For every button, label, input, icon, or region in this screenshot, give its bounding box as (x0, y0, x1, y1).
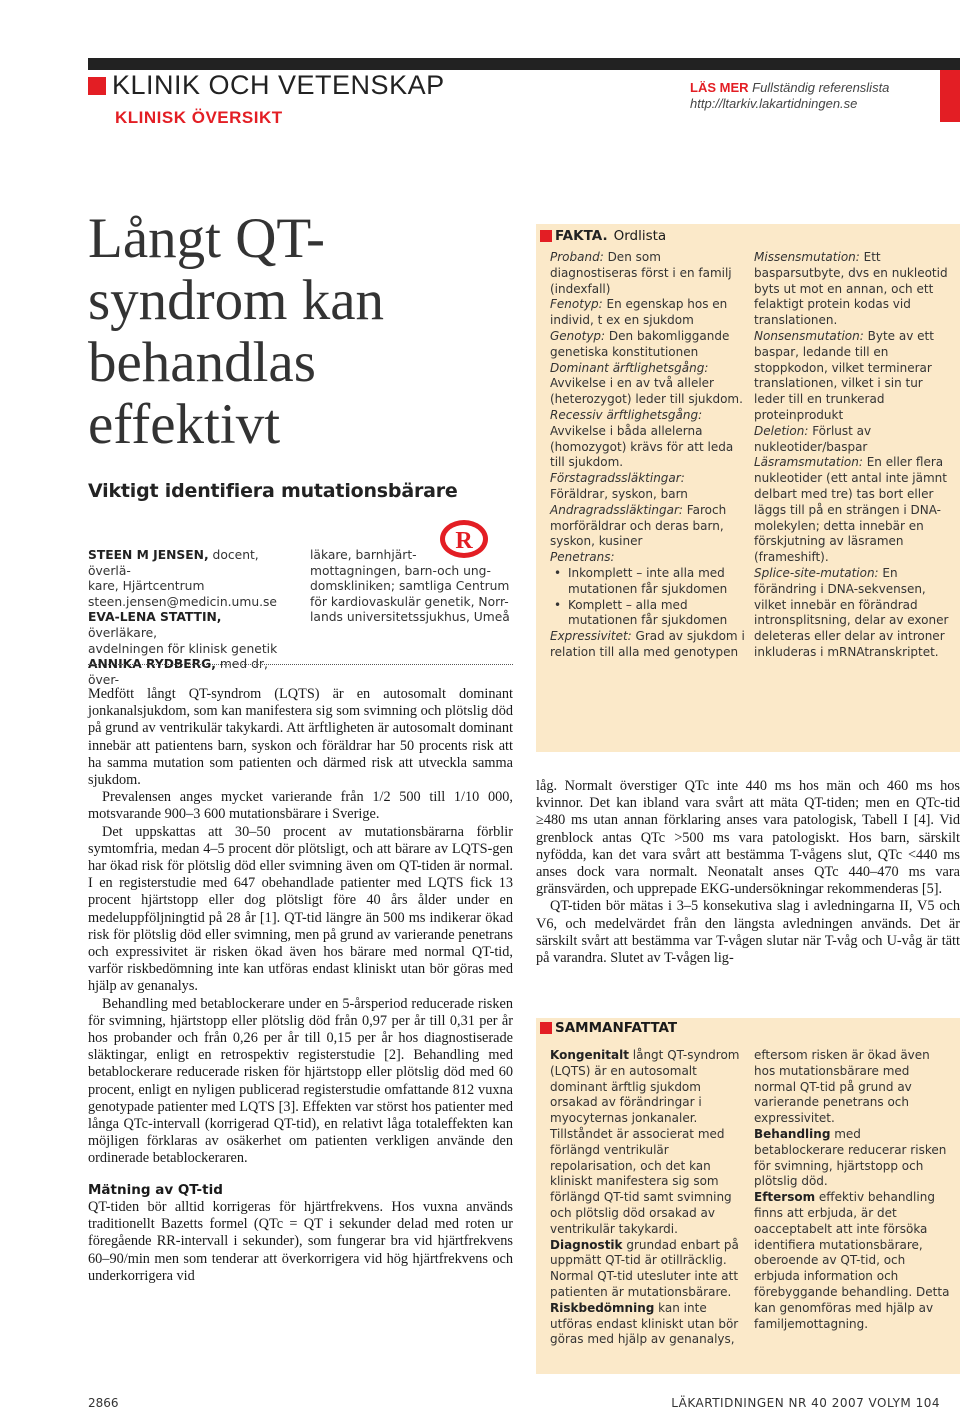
section-title: KLINIK OCH VETENSKAP (112, 70, 445, 100)
read-more-text: Fullständig referenslista (752, 80, 890, 95)
author-line: STEEN M JENSEN, docent, överlä- (88, 548, 259, 578)
glossary-item: Läsramsmutation: En eller flera nukleotider (ett antal inte jämnt delbart med tre) tas bort eller läggs till på en strängen i DNA-molekylen; detta innebär en förskjutning av läsramen (frameshift). (754, 455, 947, 565)
author-email[interactable]: steen.jensen@medicin.umu.se (88, 594, 277, 609)
author-line: EVA-LENA STATTIN, överläkare, (88, 610, 222, 640)
authors-column-2 (310, 548, 515, 626)
paragraph: låg. Normalt överstiger QTc inte 440 ms hos män och 460 ms hos kvinnor. Det kan ibland vara svårt att mäta QT-tiden; men en QTc-tid ≥480 ms utan annan förklaring anses vara patologisk, Tabell I [4]. Vid grenblock antas QTc >500 ms vara patologiskt. Hos barn, särskilt nyfödda, kan det vara svårt att bestämma T-vågens slut, QTc <440 ms anses dock vara normalt. Neonatalt anses QTc 440–470 ms vara gränsvärden, och upprepade EKG-undersökningar rekommenderas [5]. (536, 778, 960, 898)
page-number: 2866 (88, 1396, 119, 1410)
glossary-item: Dominant ärftlighetsgång: Avvikelse i en av två alleler (heterozygot) leder till sjukdom. (550, 360, 743, 407)
article-title (88, 208, 508, 456)
glossary-item: Penetrans: (550, 550, 615, 565)
summary-item: Diagnostik grundad enbart på uppmätt QT-tid är otillräcklig. Normal QT-tid utesluter inte att patienten är mutationsbärare. (550, 1237, 739, 1299)
section-heading: Mätning av QT-tid (88, 1181, 223, 1198)
fakta-title: Ordlista (613, 228, 667, 244)
summary-box (536, 1018, 960, 1374)
glossary-item: Deletion: Förlust av nukleotider/baspar (754, 423, 872, 454)
article-subtitle: Viktigt identifiera mutationsbärare (88, 480, 458, 502)
glossary-item: Splice-site-mutation: En förändring i DNA-sekvensen, vilket innebär en förändrad intronsplitsning, delar av exoner deleteras eller delar av introner inkluderas i mRNAtranskriptet. (754, 565, 949, 659)
glossary-item: Nonsensmutation: Byte av ett baspar, ledande till en stoppkodon, vilket terminerar translationen, vilket i sin tur leder till en trunkerad proteinprodukt (754, 328, 934, 422)
author-line: läkare, barnhjärt- (310, 548, 417, 562)
summary-header (540, 1020, 677, 1036)
glossary-item: Proband: Den som diagnostiseras först i en familj (indexfall) (550, 250, 732, 296)
glossary-item: Andragradssläktingar: Faroch morföräldrar och deras barn, syskon, kusiner (550, 502, 727, 549)
summary-item: Kongenitalt långt QT-syndrom (LQTS) är en autosomalt dominant ärftlig sjukdom orsakad av förändringar i myocyternas jonkanaler. Tillståndet är associerat med förlängd ventrikulär repolarisation, och det kan kliniskt manifestera sig som förlängd QT-tid samt svimning och plötslig död orsakad av ventrikulär takykardi. (550, 1048, 740, 1236)
paragraph: Behandling med betablockerare under en 5-årsperiod reducerade risken för svimning, hjärtstopp eller plötslig död från 0,97 per år till 0,31 per år hos probander och från 0,26 per år till 0,15 per år hos diagnostiserade släktingar, enligt en retrospektiv registerstudie [2]. Behandling med betablockerare reducerade risken för hjärtstopp eller plötslig död med 60 procent, enligt en nyligen publicerad registerstudie omfattande 812 vuxna genotypade patienter med LQTS [3]. Effekten var störst hos patienter med långa QTc-intervall (korrigerad QT-tid), en relativt låga totaleffekten kan möjligen förklaras av osäkerhet om patienten verkligen använde den ordinerade betablockeraren. (88, 995, 513, 1167)
square-icon (88, 77, 106, 95)
paragraph: QT-tiden bör alltid korrigeras för hjärtfrekvens. Hos vuxna används traditionellt Bazetts formel (QTc = QT i sekunder delad med roten ur föregående RR-intervall i sekunder), som fungerar bra vid hjärtfrekvens 60–90/min men som tenderar att överkorrigera vid hög hjärtfrekvens och underkorrigera vid (88, 1198, 513, 1284)
paragraph: Medfött långt QT-syndrom (LQTS) är en autosomalt dominant jonkanalsjukdom, som kan manifestera sig som svimning och plötslig död på grund av ventrikulär takykardi. Att ärftligheten är autosomalt dominant innebär att patientens barn, syskon och föräldrar har 50 procents risk att ha samma mutation som patienten och därmed risk att utveckla samma sjukdom. (88, 686, 513, 789)
paragraph: Det uppskattas att 30–50 procent av mutationsbärarna förblir symtomfria, medan 4–5 procent dör plötsligt, och att bärare av LQTS-gen har ökad risk för plötslig död eller svimning även om QT-tiden är normal. I en registerstudie med 647 obehandlade patienter med LQTS fick 13 procent hjärtstopp eller dog plötsligt före 40 års ålder under en medeluppföljningtid på 28 år [1]. QT-tid längre än 500 ms indikerar ökad risk för plötslig död eller svimning, men på grund av varierande penetrans och expressivitet är risken ökad även hos bärare med normal QT-tid, varför riskbedömning inte kan utföras endast kliniskt utan bör göras med hjälp av genanalys. (88, 823, 513, 995)
glossary-item: Fenotyp: En egenskap hos en individ, t ex en sjukdom (550, 297, 728, 328)
author-line: avdelningen för klinisk genetik (88, 641, 278, 656)
red-stripe (940, 70, 960, 122)
fakta-label: FAKTA. (555, 228, 608, 244)
title-line: effektivt (88, 393, 281, 456)
glossary-item: Recessiv ärftlighetsgång: Avvikelse i båda allelerna (homozygot) krävs för att leda till sjukdom. (550, 407, 734, 470)
read-more-link[interactable]: http://ltarkiv.lakartidningen.se (690, 96, 858, 111)
fakta-header (540, 228, 666, 244)
paragraph: Prevalensen anges mycket varierande från 1/2 500 till 1/10 000, motsvarande 900–3 600 mutationsbärare i Sverige. (88, 789, 513, 823)
title-line: syndrom kan (88, 269, 385, 332)
list-item: • Komplett – alla med mutationen får sjukdomen (568, 598, 746, 630)
author-line: för kardiovaskulär genetik, Norr- (310, 594, 509, 609)
glossary-item: Expressivitet: Grad av sjukdom i relation till alla med genotypen (550, 629, 745, 659)
fakta-box (536, 224, 960, 752)
fakta-column-1 (550, 250, 746, 661)
title-line: Långt QT- (88, 207, 325, 270)
summary-item: Eftersom effektiv behandling finns att erbjuda, är det oacceptabelt att inte försöka identifiera mutationsbärare, oberoende av QT-tid, och erbjuda information och förebyggande behandling. Detta kan genomföras med hjälp av familjemottagning. (754, 1190, 950, 1331)
divider (88, 664, 513, 665)
list-item: • Inkomplett – inte alla med mutationen får sjukdomen (568, 566, 746, 598)
subsection-title: KLINISK ÖVERSIKT (115, 108, 283, 127)
glossary-item: Förstagradssläktingar: Föräldrar, syskon, barn (550, 471, 688, 501)
authors-column-1 (88, 548, 293, 688)
body-right-column (536, 778, 960, 967)
read-more-label: LÄS MER (690, 80, 749, 95)
journal-footer: LÄKARTIDNINGEN NR 40 2007 VOLYM 104 (671, 1396, 940, 1410)
penetrans-list (550, 566, 746, 629)
summary-item: eftersom risken är ökad även hos mutationsbärare med normal QT-tid på grund av varierande penetrans och expressivitet. (754, 1048, 930, 1126)
body-left-column (88, 686, 513, 1285)
section-header (88, 70, 445, 101)
author-line: kare, Hjärtcentrum (88, 579, 205, 594)
author-line: ANNIKA RYDBERG, med dr, över- (88, 657, 268, 687)
square-icon (540, 1022, 552, 1034)
title-line: behandlas (88, 331, 316, 394)
square-icon (540, 230, 552, 242)
paragraph: QT-tiden bör mätas i 3–5 konsekutiva slag i avledningarna II, V5 och V6, och medelvärdet från den längsta avledningen används. Det är särskilt svårt att bestämma var T-vågen slutar när T-våg och U-våg är tätt på varandra. Slutet av T-vågen lig- (536, 898, 960, 967)
glossary-item: Genotyp: Den bakomliggande genetiska konstitutionen (550, 328, 730, 359)
author-line: domskliniken; samtliga Centrum (310, 579, 510, 594)
summary-column-2 (754, 1048, 950, 1332)
summary-item: Riskbedömning kan inte utföras endast kliniskt utan bör göras med hjälp av genanalys, (550, 1300, 739, 1347)
top-bar (88, 58, 960, 70)
svg-text:R: R (455, 528, 473, 554)
author-line: mottagningen, barn-och ung- (310, 563, 491, 578)
summary-column-1 (550, 1048, 746, 1348)
summary-label: SAMMANFATTAT (555, 1020, 678, 1036)
author-line: lands universitetssjukhus, Umeå (310, 610, 510, 625)
summary-item: Behandling med betablockerare reducerar risken för svimning, hjärtstopp och plötslig död. (754, 1126, 947, 1189)
read-more (690, 80, 930, 112)
fakta-column-2 (754, 250, 950, 661)
glossary-item: Missensmutation: Ett basparsutbyte, dvs en nukleotid byts ut mot en annan, och ett felaktigt protein kodas vid translationen. (754, 250, 948, 328)
